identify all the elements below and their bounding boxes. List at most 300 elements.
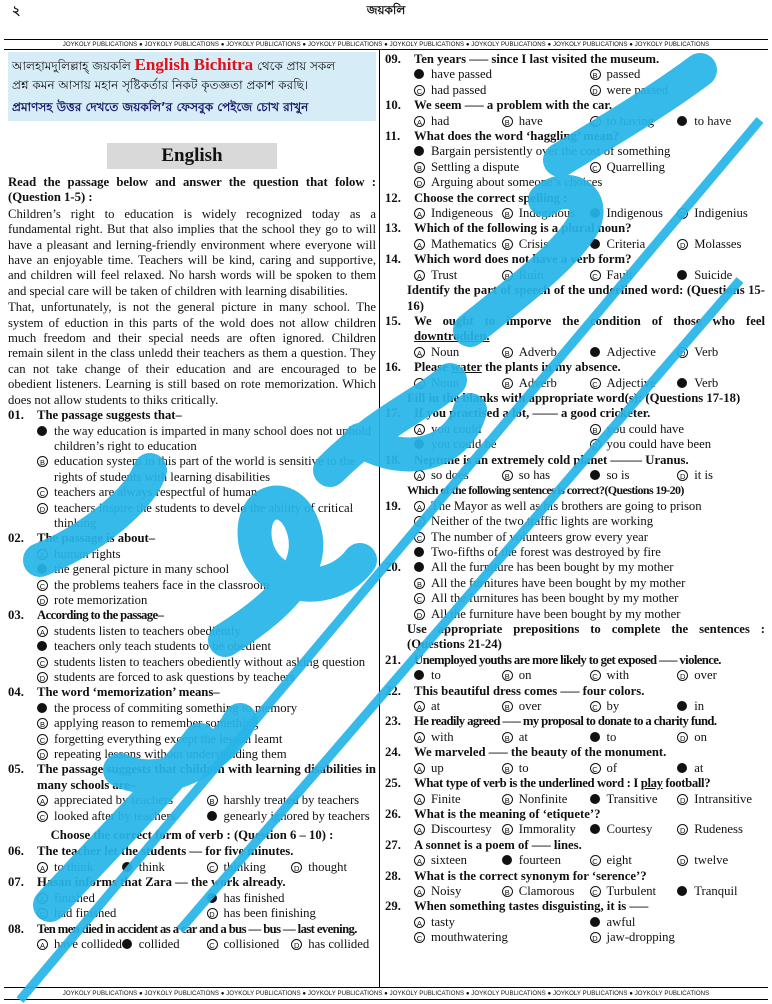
answer-option <box>385 175 765 190</box>
page-header <box>0 0 772 20</box>
option-marker <box>37 562 54 577</box>
question-text: We seem —– a problem with the car. <box>414 98 613 113</box>
option-letter-circle: B <box>502 347 513 358</box>
option-marker <box>414 114 431 129</box>
option-text: mouthwatering <box>431 930 508 945</box>
option-letter-circle: C <box>590 701 601 712</box>
option-text: the problems teahers face in the classroom <box>54 577 270 592</box>
option-marker <box>414 499 431 514</box>
option-marker <box>677 668 694 683</box>
option-letter-circle: B <box>414 162 425 173</box>
options-grid <box>8 937 376 952</box>
answer-option <box>37 937 122 952</box>
options-grid <box>385 853 765 868</box>
options-grid <box>385 345 765 360</box>
question-stem <box>385 191 765 206</box>
answer-option <box>502 822 590 837</box>
question-text: If you practised a lot, —— a good cricketer. <box>414 406 651 421</box>
option-marker <box>677 853 694 868</box>
question-number: 08. <box>8 921 24 936</box>
option-text: had <box>431 113 450 128</box>
question <box>8 408 376 531</box>
answer-option <box>414 67 590 82</box>
answer-option <box>677 853 765 868</box>
option-marker <box>590 422 607 437</box>
question-number: 14. <box>385 252 401 267</box>
option-text: human rights <box>54 546 121 561</box>
option-marker <box>414 268 431 283</box>
question-stem <box>8 844 376 859</box>
answer-option <box>37 891 207 906</box>
question-number: 02. <box>8 531 24 546</box>
question <box>385 129 765 191</box>
option-marker <box>502 761 519 776</box>
answer-option <box>385 530 765 545</box>
question-text-part: Please <box>414 360 451 375</box>
section-title: English <box>107 143 277 169</box>
option-text: finished <box>54 890 95 905</box>
option-marker <box>37 793 54 808</box>
answer-option <box>677 268 765 283</box>
question-stem <box>385 745 765 760</box>
option-text: passed <box>606 67 641 82</box>
question-text: The teacher let the students — for five minutes. <box>37 844 294 859</box>
option-text: has been finishing <box>223 906 316 921</box>
instruction: Which of the following sentences is correct?(Questions 19-20) <box>407 483 684 498</box>
options-grid <box>385 376 765 391</box>
answer-option <box>590 160 766 175</box>
option-text: thinking <box>223 859 266 874</box>
option-marker <box>590 114 607 129</box>
option-text: harshly treated by teachers <box>223 793 360 808</box>
option-text: collisioned <box>223 936 280 951</box>
question-stem <box>385 869 765 884</box>
answer-option <box>385 499 765 514</box>
option-text: Crisis <box>518 236 549 251</box>
option-marker <box>502 268 519 283</box>
question-text: The passage suggests that– <box>37 408 182 423</box>
question-text: Which word does not have a verb form? <box>414 252 632 267</box>
question <box>385 314 765 360</box>
option-text: you could have <box>606 421 685 436</box>
header-rule <box>4 39 768 40</box>
question-text: The passage is about– <box>37 531 156 546</box>
option-text: Neither of the two traffic lights are working <box>431 514 654 529</box>
selected-answer-dot <box>37 703 47 713</box>
question <box>8 531 376 608</box>
publisher-strip-bottom: JOYKOLY PUBLICATIONS ● JOYKOLY PUBLICATIONS ● JOYKOLY PUBLICATIONS ● JOYKOLY PUBLICATIONS ● JOYKOLY PUBLICATIONS ● JOYKOLY PUBLICATIONS ● JOYKOLY PUBLICATIONS ● JOYKOLY PUBLICATIONS <box>62 990 710 997</box>
answer-option <box>291 860 376 875</box>
answer-option <box>385 576 765 591</box>
answer-option <box>37 809 207 824</box>
question-number: 10. <box>385 98 401 113</box>
option-letter-circle: B <box>502 470 513 481</box>
option-marker <box>590 915 607 930</box>
answer-option <box>590 67 766 82</box>
question-number: 17. <box>385 406 401 421</box>
option-marker <box>502 853 519 868</box>
options-grid <box>385 237 765 252</box>
options-grid <box>385 668 765 683</box>
option-marker <box>677 114 694 129</box>
answer-option <box>414 206 502 221</box>
option-marker <box>37 593 54 608</box>
answer-option <box>414 345 502 360</box>
answer-option <box>677 206 765 221</box>
option-letter-circle: D <box>291 862 302 873</box>
option-marker <box>590 930 607 945</box>
option-letter-circle: C <box>414 593 425 604</box>
question-number: 09. <box>385 52 401 66</box>
option-letter-circle: A <box>414 886 425 897</box>
option-text: so is <box>606 467 630 482</box>
answer-option <box>502 853 590 868</box>
answer-option <box>677 376 765 391</box>
option-letter-circle: A <box>414 424 425 435</box>
question <box>8 922 376 953</box>
answer-option <box>590 668 678 683</box>
answer-option <box>414 376 502 391</box>
option-text: has collided <box>308 936 370 951</box>
options-grid <box>385 884 765 899</box>
banner-text: থেকে প্রায় সকল <box>253 59 336 73</box>
option-marker <box>414 915 431 930</box>
answer-option <box>677 822 765 837</box>
option-text: Indigeneous <box>431 206 494 221</box>
question-text: What is the correct synonym for ‘serence’? <box>414 868 647 883</box>
option-letter-circle: B <box>590 424 601 435</box>
question-text: What does the word ‘haggling’ mean? <box>414 129 620 144</box>
question-text: Unemployed youths are more likely to get exposed —– violence. <box>414 652 721 667</box>
option-letter-circle: B <box>502 732 513 743</box>
option-marker <box>414 206 431 221</box>
option-text: Verb <box>694 375 719 390</box>
option-text: awful <box>606 914 636 929</box>
answer-option <box>414 761 502 776</box>
selected-answer-dot <box>677 270 687 280</box>
option-marker <box>677 468 694 483</box>
option-marker <box>677 761 694 776</box>
question-text: Which of the following is a plural noun? <box>414 221 632 236</box>
option-letter-circle: B <box>502 701 513 712</box>
question <box>8 844 376 875</box>
option-letter-circle: A <box>414 794 425 805</box>
option-text: looked after by teachers <box>54 808 176 823</box>
option-marker <box>37 670 54 685</box>
option-marker <box>502 792 519 807</box>
option-letter-circle: C <box>37 811 48 822</box>
selected-answer-dot <box>590 208 600 218</box>
question-stem <box>385 360 765 375</box>
option-marker <box>502 345 519 360</box>
answer-option <box>414 853 502 868</box>
option-text: education system in this part of the world is sensitive to the rights of students with learning disabilities <box>54 454 356 484</box>
option-text: students listen to teachers obediently <box>54 623 241 638</box>
question-number: 27. <box>385 837 401 852</box>
question <box>385 899 765 945</box>
answer-option <box>8 655 376 670</box>
question-stem <box>8 762 376 793</box>
option-marker <box>677 237 694 252</box>
answer-option <box>414 792 502 807</box>
publisher-strip-top: JOYKOLY PUBLICATIONS ● JOYKOLY PUBLICATIONS ● JOYKOLY PUBLICATIONS ● JOYKOLY PUBLICATIONS ● JOYKOLY PUBLICATIONS ● JOYKOLY PUBLICATIONS ● JOYKOLY PUBLICATIONS ● JOYKOLY PUBLICATIONS <box>62 41 710 48</box>
answer-option <box>590 792 678 807</box>
options-grid <box>8 891 376 922</box>
question-text-part: We ought to imporve the condition of those who feel <box>414 313 765 328</box>
answer-option <box>677 237 765 252</box>
selected-answer-dot <box>207 811 217 821</box>
option-marker <box>414 545 431 560</box>
answer-option <box>207 809 377 824</box>
option-text: at <box>518 729 528 744</box>
option-marker <box>414 560 431 575</box>
underlined-word: downtrodden. <box>414 329 490 344</box>
answer-option <box>37 860 122 875</box>
option-letter-circle: D <box>207 908 218 919</box>
option-letter-circle: C <box>590 670 601 681</box>
option-text: Clamorous <box>518 883 575 898</box>
option-marker <box>414 822 431 837</box>
option-letter-circle: C <box>37 580 48 591</box>
promo-banner <box>8 52 376 121</box>
banner-line-1 <box>12 55 372 76</box>
option-text: Noun <box>431 375 460 390</box>
option-text: applying reason to remember something <box>54 716 259 731</box>
option-text: Adjective <box>606 375 656 390</box>
question-number: 06. <box>8 844 24 859</box>
option-text: had passed <box>431 82 487 97</box>
question-text <box>414 314 765 345</box>
option-letter-circle: B <box>37 718 48 729</box>
option-text: on <box>518 668 532 683</box>
selected-answer-dot <box>414 670 424 680</box>
answer-option <box>8 747 376 762</box>
question-number: 25. <box>385 776 401 791</box>
option-text: Arguing about someone’s choices <box>431 175 603 190</box>
banner-text: আলহামদুলিল্লাহ্ জয়কলি <box>12 59 135 73</box>
option-text: think <box>138 859 165 874</box>
answer-option <box>502 376 590 391</box>
option-marker <box>37 809 54 824</box>
option-text: have passed <box>431 67 492 82</box>
selected-answer-dot <box>590 824 600 834</box>
question-number: 05. <box>8 762 24 777</box>
answer-option <box>385 591 765 606</box>
option-marker <box>502 668 519 683</box>
option-marker <box>207 793 224 808</box>
answer-option <box>8 716 376 731</box>
option-text: Suicide <box>694 267 733 282</box>
answer-option <box>677 761 765 776</box>
question <box>385 98 765 129</box>
answer-option <box>590 915 766 930</box>
option-text: it is <box>694 467 713 482</box>
option-text: Indeginous <box>518 206 576 221</box>
answer-option <box>8 593 376 608</box>
option-letter-circle: A <box>37 862 48 873</box>
option-text: at <box>431 699 441 714</box>
option-marker <box>590 237 607 252</box>
question-number: 21. <box>385 652 401 667</box>
answer-option <box>502 761 590 776</box>
brand-name: English Bichitra <box>134 55 254 74</box>
question-stem <box>385 807 765 822</box>
option-letter-circle: A <box>414 763 425 774</box>
option-marker <box>37 716 54 731</box>
question-stem <box>385 899 765 914</box>
option-marker <box>414 730 431 745</box>
selected-answer-dot <box>590 239 600 249</box>
option-letter-circle: D <box>677 824 688 835</box>
option-text: up <box>431 760 444 775</box>
option-text: genearly ignored by teachers <box>223 808 370 823</box>
question-number: 29. <box>385 899 401 914</box>
answer-option <box>414 160 590 175</box>
option-text: over <box>518 699 542 714</box>
question-text: What is the meaning of ‘etiquete’? <box>414 806 601 821</box>
question-number: 03. <box>8 608 24 623</box>
option-text: students are forced to ask questions by teachers <box>54 670 295 684</box>
banner-line-2: প্রশ্ন কমন আসায় মহান সৃষ্টিকর্তার নিকট কৃতজ্ঞতা প্রকাশ করছি। <box>12 78 309 92</box>
option-text: Settling a dispute <box>431 159 520 174</box>
option-letter-circle: C <box>37 487 48 498</box>
option-marker <box>37 578 54 593</box>
question <box>385 221 765 252</box>
question-number: 07. <box>8 875 24 890</box>
option-letter-circle: A <box>414 917 425 928</box>
option-text: All the furniture have been bought by my mother <box>431 606 681 621</box>
option-text: to <box>431 668 441 683</box>
answer-option <box>502 699 590 714</box>
question-number: 28. <box>385 868 401 883</box>
options-grid <box>8 793 376 824</box>
answer-option <box>502 884 590 899</box>
option-letter-circle: D <box>37 672 48 683</box>
option-text: Immorality <box>518 822 576 837</box>
selected-answer-dot <box>37 564 47 574</box>
answer-option <box>677 699 765 714</box>
option-text: tasty <box>431 914 455 929</box>
option-letter-circle: D <box>37 503 48 514</box>
answer-option <box>590 268 678 283</box>
option-letter-circle: A <box>414 470 425 481</box>
question-stem <box>385 406 765 421</box>
option-marker <box>590 206 607 221</box>
option-marker <box>207 937 224 952</box>
selected-answer-dot <box>414 547 424 557</box>
answer-option <box>207 906 377 921</box>
option-marker <box>37 639 54 654</box>
option-letter-circle: D <box>677 732 688 743</box>
option-letter-circle: D <box>677 855 688 866</box>
selected-answer-dot <box>122 862 132 872</box>
answer-option <box>291 937 376 952</box>
question-stem <box>385 838 765 853</box>
option-marker <box>37 655 54 670</box>
option-marker <box>590 83 607 98</box>
option-text: teachers only teach students to be obedient <box>54 639 272 654</box>
option-text: to have <box>694 113 732 128</box>
option-marker <box>37 547 54 562</box>
option-text: by <box>606 699 620 714</box>
option-text: the process of commiting something to memory <box>54 700 298 715</box>
question-text: We marveled —– the beauty of the monument. <box>414 745 667 760</box>
answer-option <box>502 668 590 683</box>
options-grid <box>385 206 765 221</box>
question-text: Ten years —– since I last visited the museum. <box>414 52 660 66</box>
option-marker <box>37 937 54 952</box>
answer-option <box>37 793 207 808</box>
option-text: so has <box>518 467 551 482</box>
option-text: Indigenous <box>606 206 663 221</box>
option-marker <box>590 884 607 899</box>
question-number: 19. <box>385 498 401 513</box>
question-text <box>414 776 765 791</box>
answer-option <box>590 699 678 714</box>
question-text-part: the plants in my absence. <box>481 360 621 375</box>
question <box>385 714 765 745</box>
answer-option <box>414 114 502 129</box>
answer-option <box>385 607 765 622</box>
option-marker <box>590 853 607 868</box>
option-marker <box>677 792 694 807</box>
question <box>385 684 765 715</box>
option-marker <box>677 268 694 283</box>
option-text: has finished <box>223 890 285 905</box>
question-stem <box>385 314 765 345</box>
option-marker <box>414 530 431 545</box>
option-text: Molasses <box>694 236 742 251</box>
option-letter-circle: B <box>502 239 513 250</box>
option-marker <box>37 424 54 455</box>
option-text: had finished <box>54 906 117 921</box>
selected-answer-dot <box>207 893 217 903</box>
option-marker <box>590 822 607 837</box>
option-marker <box>414 468 431 483</box>
question <box>385 745 765 776</box>
option-text: jaw-dropping <box>606 930 675 945</box>
option-marker <box>414 160 431 175</box>
option-text: Verb <box>694 344 719 359</box>
answer-option <box>677 884 765 899</box>
answer-option <box>8 547 376 562</box>
options-grid <box>385 792 765 807</box>
option-marker <box>414 853 431 868</box>
question-text <box>414 360 765 375</box>
options-grid <box>385 422 765 453</box>
options-grid <box>385 822 765 837</box>
option-text: Rudeness <box>694 822 743 837</box>
answer-option <box>590 114 678 129</box>
option-marker <box>502 468 519 483</box>
instruction: Use appropriate prepositions to complete the sentences : (Questions 21-24) <box>407 622 765 652</box>
option-marker <box>37 701 54 716</box>
option-letter-circle: D <box>677 347 688 358</box>
option-marker <box>414 884 431 899</box>
question-number: 23. <box>385 714 401 729</box>
option-text: with <box>606 668 630 683</box>
option-marker <box>414 761 431 776</box>
answer-option <box>414 83 590 98</box>
option-text: Noisy <box>431 883 462 898</box>
option-letter-circle: C <box>590 162 601 173</box>
option-letter-circle: C <box>590 378 601 389</box>
question-text: The word ‘memorization’ means– <box>37 685 220 700</box>
answer-option <box>8 624 376 639</box>
selected-answer-dot <box>414 69 424 79</box>
question <box>8 875 376 921</box>
underlined-word: water <box>451 360 482 375</box>
